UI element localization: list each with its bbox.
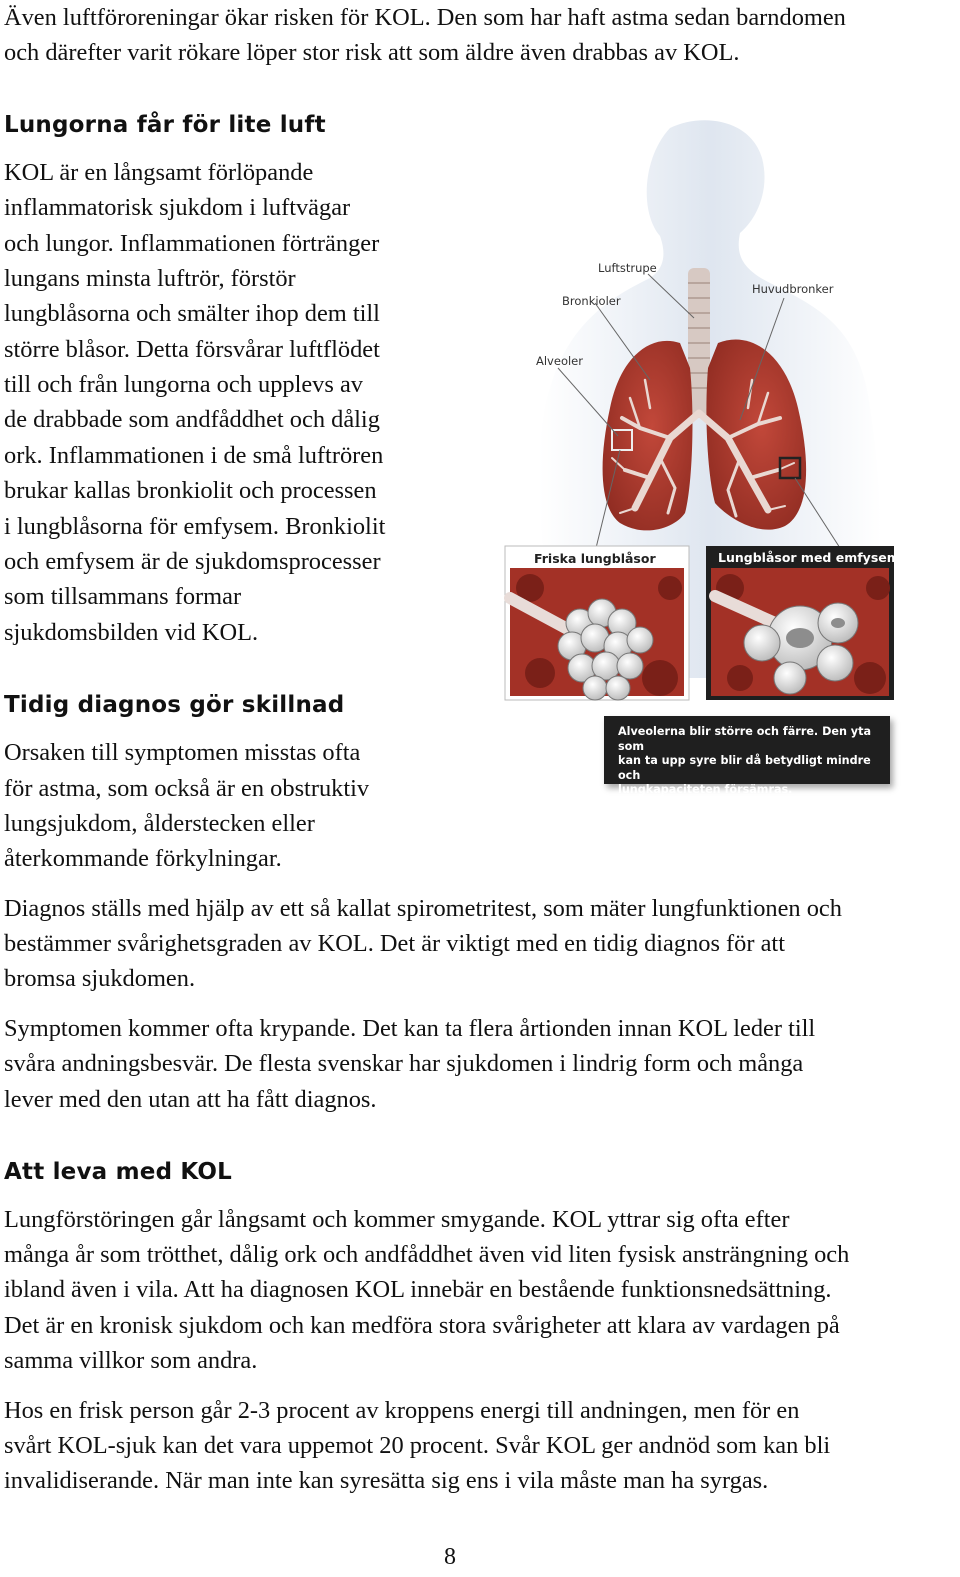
body-line: KOL är en långsamt förlöpande: [4, 159, 314, 186]
panel-healthy-title: Friska lungblåsor: [534, 551, 656, 566]
page-number: 8: [444, 1544, 456, 1570]
body-line: till och från lungorna och upplevs av: [4, 371, 363, 398]
lung-illustration-svg: [500, 118, 910, 808]
heading-tidig-diagnos: Tidig diagnos gör skillnad: [4, 692, 345, 718]
body-line: lungblåsorna och smälter ihop dem till: [4, 300, 380, 327]
body-line: Diagnos ställs med hjälp av ett så kallat spirometritest, som mäter lungfunktionen och: [4, 895, 842, 922]
body-line: och lungor. Inflammationen förtränger: [4, 230, 380, 257]
body-line: svårt KOL-sjuk kan det vara uppemot 20 procent. Svår KOL ger andnöd som kan bli: [4, 1432, 831, 1459]
heading-att-leva: Att leva med KOL: [4, 1159, 233, 1185]
body-line: svåra andningsbesvär. De flesta svenskar har sjukdomen i lindrig form och många: [4, 1050, 804, 1077]
body-line: som tillsammans formar: [4, 583, 242, 610]
body-line: Orsaken till symptomen misstas ofta: [4, 739, 361, 766]
body-line: ork. Inflammationen i de små luftrören: [4, 442, 384, 469]
body-line: och emfysem är de sjukdomsprocesser: [4, 548, 381, 575]
body-line: lungsjukdom, ålderstecken eller: [4, 810, 315, 837]
body-line: inflammatorisk sjukdom i luftvägar: [4, 194, 351, 221]
body-line: brukar kallas bronkiolit och processen: [4, 477, 377, 504]
body-line: Symptomen kommer ofta krypande. Det kan ta flera årtionden innan KOL leder till: [4, 1015, 816, 1042]
emphysema-caption: [604, 716, 890, 796]
label-luftstrupe: Luftstrupe: [598, 261, 657, 275]
caption-line: lungkapaciteten försämras.: [618, 783, 793, 796]
body-line: invalidiserande. När man inte kan syresätta sig ens i vila måste man ha syrgas.: [4, 1467, 769, 1494]
body-line: återkommande förkylningar.: [4, 845, 282, 872]
label-bronkioler: Bronkioler: [562, 294, 621, 308]
body-line: de drabbade som andfåddhet och dålig: [4, 406, 380, 433]
body-line: för astma, som också är en obstruktiv: [4, 775, 370, 802]
body-line: lever med den utan att ha fått diagnos.: [4, 1086, 377, 1113]
body-line: Det är en kronisk sjukdom och kan medföra stora svårigheter att klara av vardagen på: [4, 1312, 840, 1339]
label-huvudbronker: Huvudbronker: [752, 282, 834, 296]
body-line: ibland även i vila. Att ha diagnosen KOL innebär en bestående funktionsnedsättning.: [4, 1276, 832, 1303]
panel-healthy: [505, 546, 689, 700]
body-line: i lungblåsorna för emfysem. Bronkiolit: [4, 513, 386, 540]
body-line: många år som trötthet, dålig ork och andfåddhet även vid liten fysisk ansträngning och: [4, 1241, 850, 1268]
body-line: bromsa sjukdomen.: [4, 965, 196, 992]
body-line: samma villkor som andra.: [4, 1347, 258, 1374]
body-line: större blåsor. Detta försvårar luftflödet: [4, 336, 380, 363]
label-alveoler: Alveoler: [536, 354, 583, 368]
caption-line: Alveolerna blir större och färre. Den yta som: [618, 725, 871, 753]
body-line: Hos en frisk person går 2-3 procent av kroppens energi till andningen, men för en: [4, 1397, 800, 1424]
body-line: lungans minsta luftrör, förstör: [4, 265, 296, 292]
panel-emphysema: [706, 546, 900, 700]
intro-line-2: och därefter varit rökare löper stor risk att som äldre även drabbas av KOL.: [4, 39, 740, 66]
body-line: bestämmer svårighetsgraden av KOL. Det är viktigt med en tidig diagnos för att: [4, 930, 785, 957]
intro-line-1: Även luftföroreningar ökar risken för KOL. Den som har haft astma sedan barndomen: [4, 4, 846, 31]
panel-emphysema-title: Lungblåsor med emfysem: [718, 550, 900, 565]
body-line: sjukdomsbilden vid KOL.: [4, 619, 259, 646]
heading-lungorna: Lungorna får för lite luft: [4, 112, 326, 138]
body-line: Lungförstöringen går långsamt och kommer smygande. KOL yttrar sig ofta efter: [4, 1206, 790, 1233]
lung-illustration: [500, 118, 910, 808]
caption-line: kan ta upp syre blir då betydligt mindre och: [618, 754, 871, 782]
